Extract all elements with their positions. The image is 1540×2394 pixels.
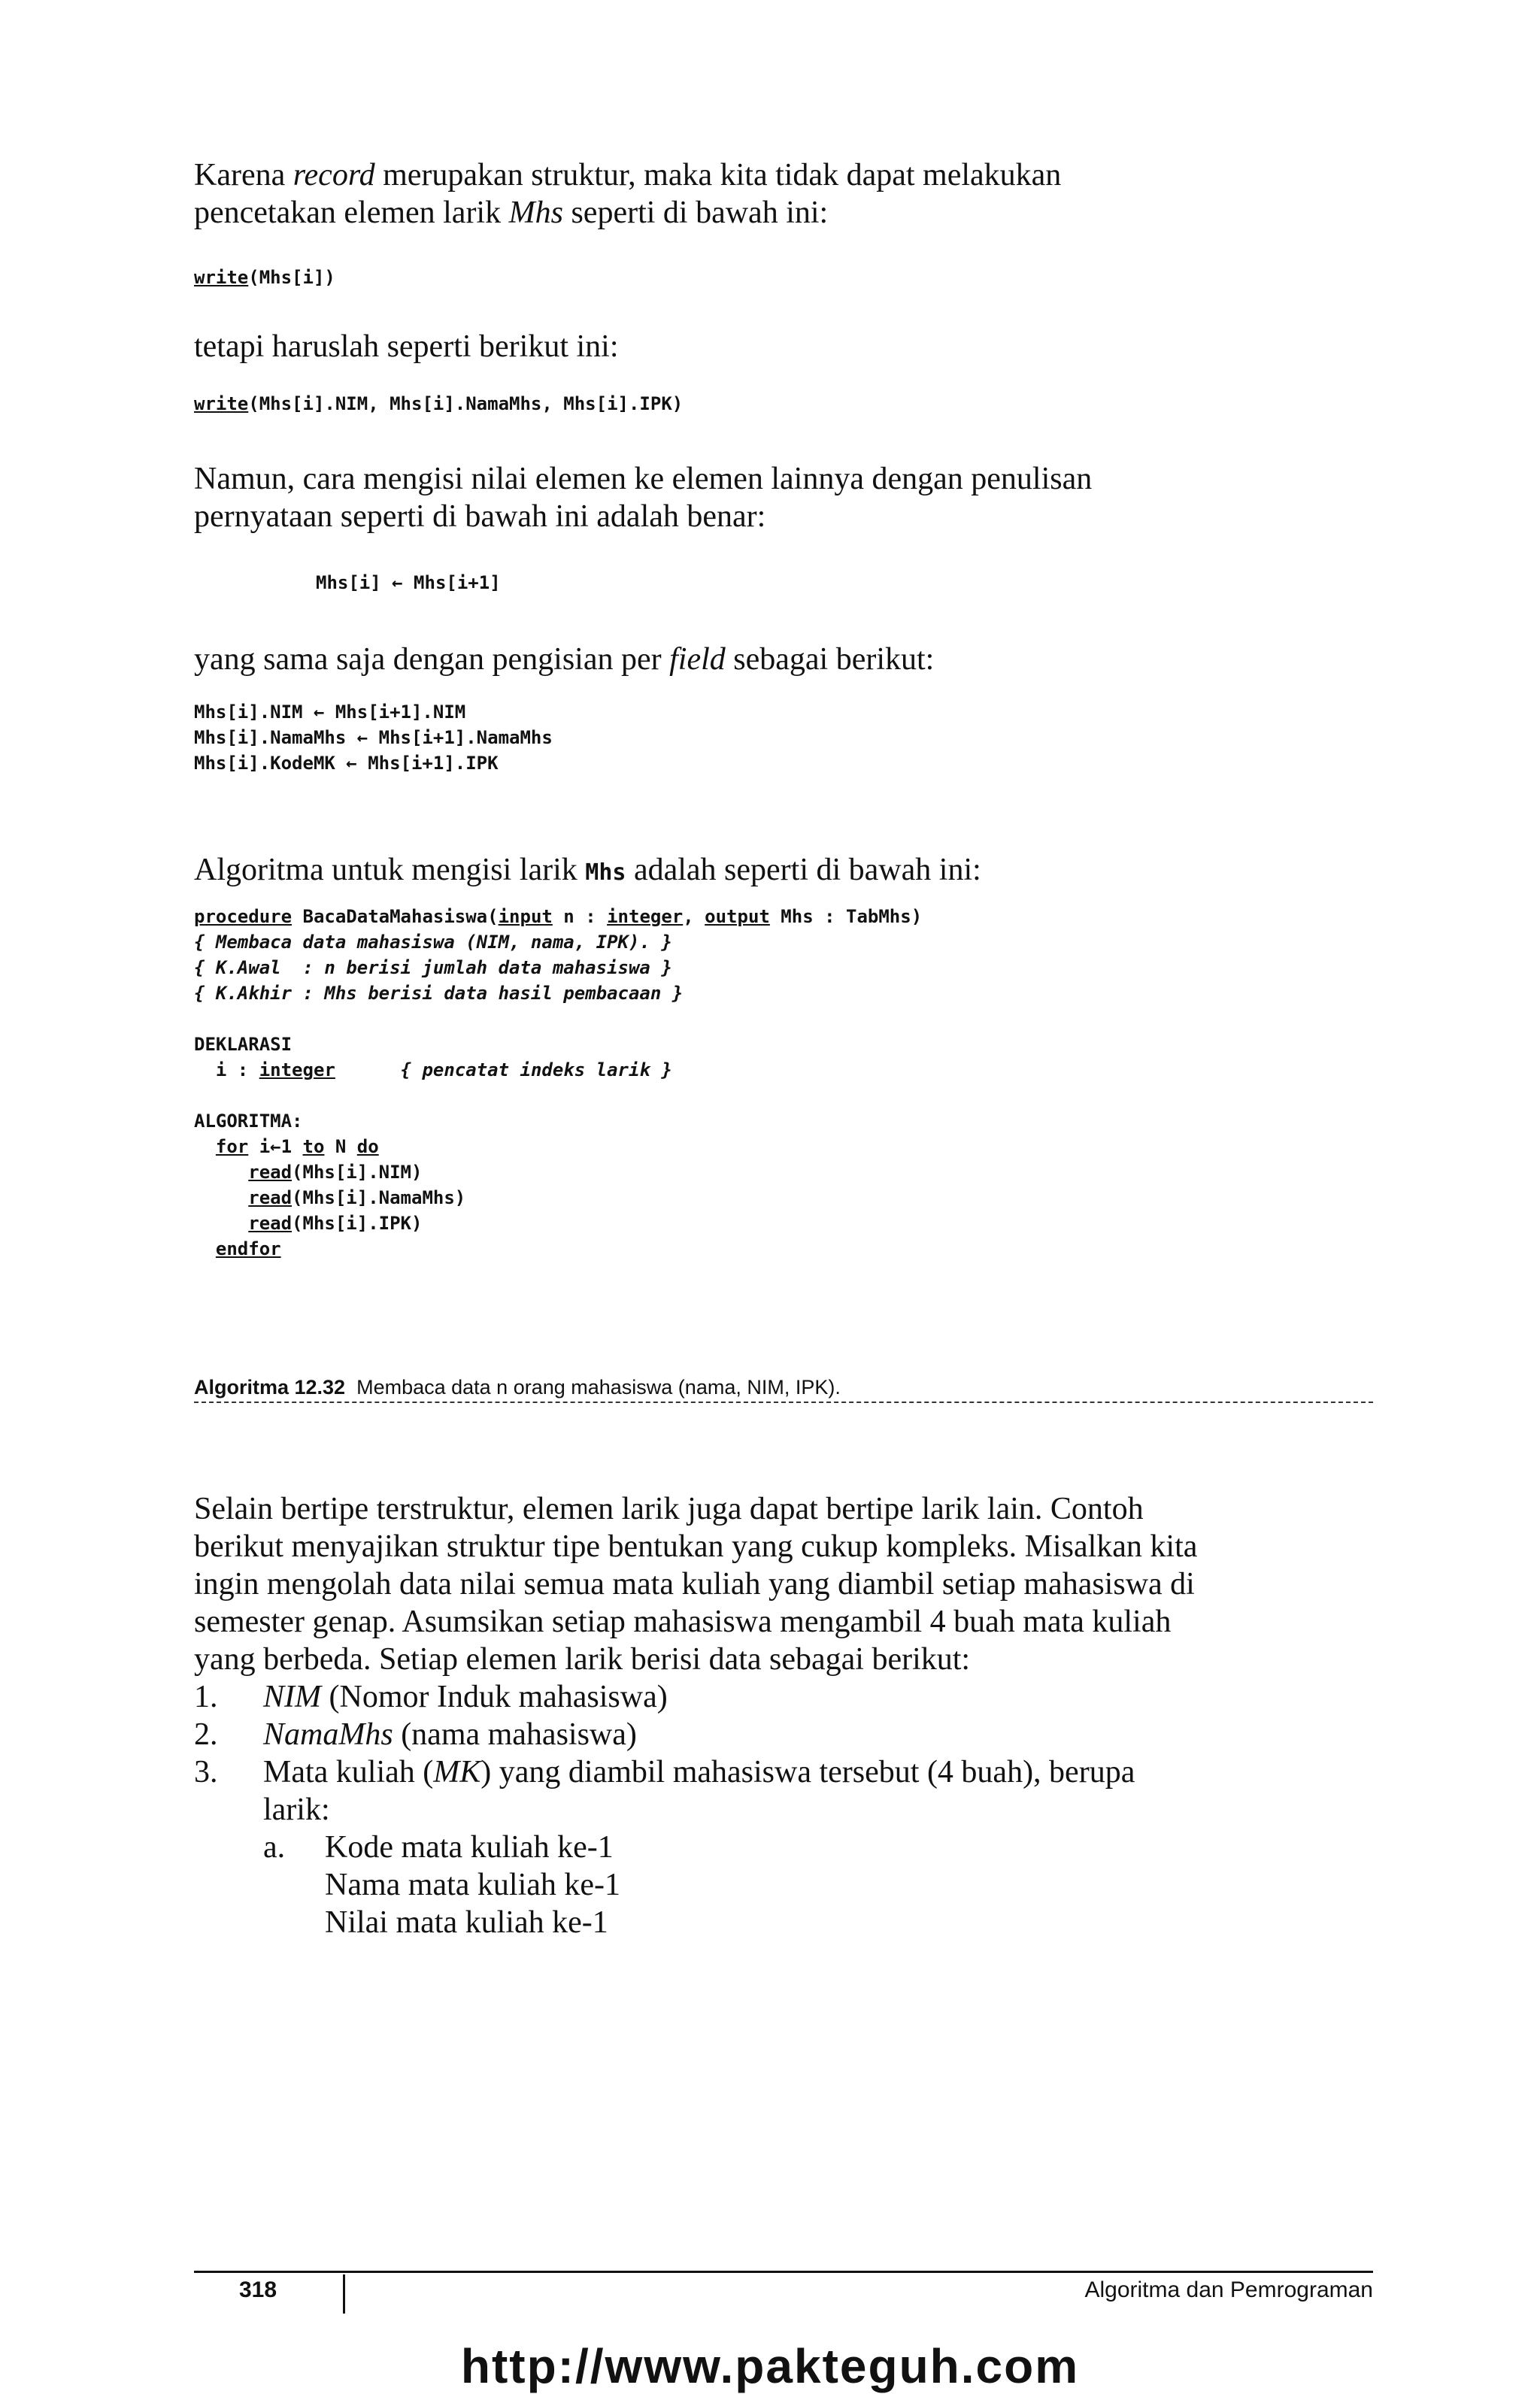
paragraph-per-field: [194, 641, 1367, 678]
term-nim: NIM: [263, 1680, 321, 1714]
code-line: Mhs[i].NIM ← Mhs[i+1].NIM: [194, 702, 466, 723]
text: merupakan struktur, maka kita tidak dapat melakukan: [374, 158, 1062, 192]
text-line: tetapi haruslah seperti berikut ini:: [194, 329, 619, 364]
code-line: Mhs[i].KodeMK ← Mhs[i+1].IPK: [194, 753, 499, 774]
read-line: [194, 1185, 1397, 1211]
text: yang sama saja dengan pengisian per: [194, 642, 670, 677]
procedure-header: [194, 904, 1397, 929]
list-item: [194, 1678, 1367, 1716]
text-line: semester genap. Asumsikan setiap mahasiswa mengambil 4 buah mata kuliah: [194, 1605, 1172, 1639]
algorithm-block: [194, 904, 1397, 1262]
comment-line: { Membaca data mahasiswa (NIM, nama, IPK). }: [194, 932, 672, 953]
caption-label: Algoritma 12.32: [194, 1376, 346, 1399]
caption-text: Membaca data n orang mahasiswa (nama, NIM, IPK).: [345, 1376, 841, 1399]
code-text: (Mhs[i].NIM): [292, 1162, 423, 1183]
code-line: Mhs[i].NamaMhs ← Mhs[i+1].NamaMhs: [194, 727, 553, 748]
text-line: Namun, cara mengisi nilai elemen ke elemen lainnya dengan penulisan: [194, 462, 1093, 496]
keyword-read: read: [248, 1213, 293, 1234]
emphasis-record: record: [293, 158, 375, 192]
text-line: [194, 156, 1367, 194]
list-number: 1.: [194, 1680, 218, 1714]
emphasis-field: field: [669, 642, 726, 677]
term-namamhs: NamaMhs: [263, 1717, 393, 1752]
keyword-write: write: [194, 393, 249, 414]
website-url: http://www.pakteguh.com: [460, 2339, 1080, 2393]
code-text: (Mhs[i]): [248, 267, 335, 288]
paragraph-intro: [194, 156, 1367, 232]
term-mk: MK: [433, 1755, 481, 1789]
text-line: Selain bertipe terstruktur, elemen larik juga dapat bertipe larik lain. Contoh: [194, 1492, 1144, 1526]
endfor-line: [194, 1236, 1397, 1262]
code-text: (Mhs[i].NamaMhs): [292, 1187, 466, 1208]
keyword-integer: integer: [607, 906, 684, 927]
code-text: (Mhs[i].NIM, Mhs[i].NamaMhs, Mhs[i].IPK): [248, 393, 684, 414]
code-text: n :: [552, 906, 608, 927]
list-text: Mata kuliah (: [263, 1755, 434, 1789]
list-item: [194, 1753, 1367, 1829]
for-line: [194, 1134, 1397, 1159]
keyword-endfor: endfor: [215, 1238, 281, 1259]
list-number: 2.: [194, 1717, 218, 1752]
footer-divider: [343, 2274, 345, 2314]
keyword-read: read: [248, 1187, 293, 1208]
algorithm-caption: [194, 1374, 1373, 1403]
keyword-input: input: [498, 906, 553, 927]
comment-text: { pencatat indeks larik }: [335, 1059, 672, 1080]
code-assignment: [316, 570, 1489, 595]
list-text: Kode mata kuliah ke-1: [325, 1830, 614, 1865]
paragraph-selain: [194, 1490, 1375, 1678]
text-line: yang berbeda. Setiap elemen larik berisi data sebagai berikut:: [194, 1642, 971, 1677]
paragraph-algoritma-intro: [194, 851, 1367, 889]
code-text: i←1: [248, 1136, 303, 1157]
keyword-write: write: [194, 267, 249, 288]
code-text: i :: [194, 1059, 259, 1080]
section-algoritma: ALGORITMA:: [194, 1111, 303, 1132]
list-letter: a.: [263, 1830, 286, 1865]
code-field-assignments: [194, 699, 1367, 776]
code-inline-mhs: Mhs: [585, 859, 626, 886]
code-write-wrong: [194, 265, 1367, 290]
text: Karena: [194, 158, 293, 192]
comment-line: { K.Akhir : Mhs berisi data hasil pembacaan }: [194, 983, 684, 1004]
section-deklarasi: DEKLARASI: [194, 1034, 293, 1055]
list-text: Nilai mata kuliah ke-1: [325, 1905, 608, 1940]
list-text: ) yang diambil mahasiswa tersebut (4 buah), berupa: [480, 1755, 1135, 1789]
page-number: 318: [239, 2277, 277, 2302]
emphasis-mhs: Mhs: [508, 195, 563, 230]
book-title: Algoritma dan Pemrograman: [1084, 2277, 1373, 2302]
paragraph-however: [194, 328, 1367, 365]
keyword-output: output: [705, 906, 770, 927]
page-footer: [194, 2271, 1373, 2318]
list-text: (nama mahasiswa): [393, 1717, 637, 1752]
list-text: (Nomor Induk mahasiswa): [321, 1680, 668, 1714]
keyword-integer: integer: [259, 1059, 335, 1080]
comment-line: { K.Awal : n berisi jumlah data mahasiswa }: [194, 957, 672, 978]
declaration-line: [194, 1057, 1397, 1083]
text-line: berikut menyajikan struktur tipe bentukan yang cukup kompleks. Misalkan kita: [194, 1529, 1198, 1564]
read-line: [194, 1211, 1397, 1236]
paragraph-namun: [194, 460, 1367, 535]
keyword-to: to: [302, 1136, 325, 1157]
code-text: Mhs[i] ← Mhs[i+1]: [316, 572, 501, 593]
element-list: [194, 1678, 1367, 1941]
keyword-do: do: [356, 1136, 379, 1157]
text: adalah seperti di bawah ini:: [626, 853, 981, 887]
list-text: larik:: [263, 1792, 330, 1827]
keyword-for: for: [215, 1136, 249, 1157]
text: pencetakan elemen larik: [194, 195, 509, 230]
list-item: [194, 1716, 1367, 1753]
list-number: 3.: [194, 1755, 218, 1789]
read-line: [194, 1159, 1397, 1185]
keyword-read: read: [248, 1162, 293, 1183]
text-line: pernyataan seperti di bawah ini adalah benar:: [194, 499, 766, 534]
text: sebagai berikut:: [725, 642, 935, 677]
text-line: [194, 194, 1367, 232]
list-text: Nama mata kuliah ke-1: [325, 1868, 621, 1902]
code-text: BacaDataMahasiswa(: [292, 906, 499, 927]
keyword-procedure: procedure: [194, 906, 293, 927]
text: Algoritma untuk mengisi larik: [194, 853, 586, 887]
code-text: N: [324, 1136, 357, 1157]
text: seperti di bawah ini:: [562, 195, 829, 230]
text-line: ingin mengolah data nilai semua mata kuliah yang diambil setiap mahasiswa di: [194, 1567, 1195, 1602]
code-text: Mhs : TabMhs): [769, 906, 923, 927]
code-text: (Mhs[i].IPK): [292, 1213, 423, 1234]
code-text: ,: [683, 906, 705, 927]
sub-list-item: [194, 1829, 1367, 1941]
code-write-correct: [194, 391, 1367, 417]
